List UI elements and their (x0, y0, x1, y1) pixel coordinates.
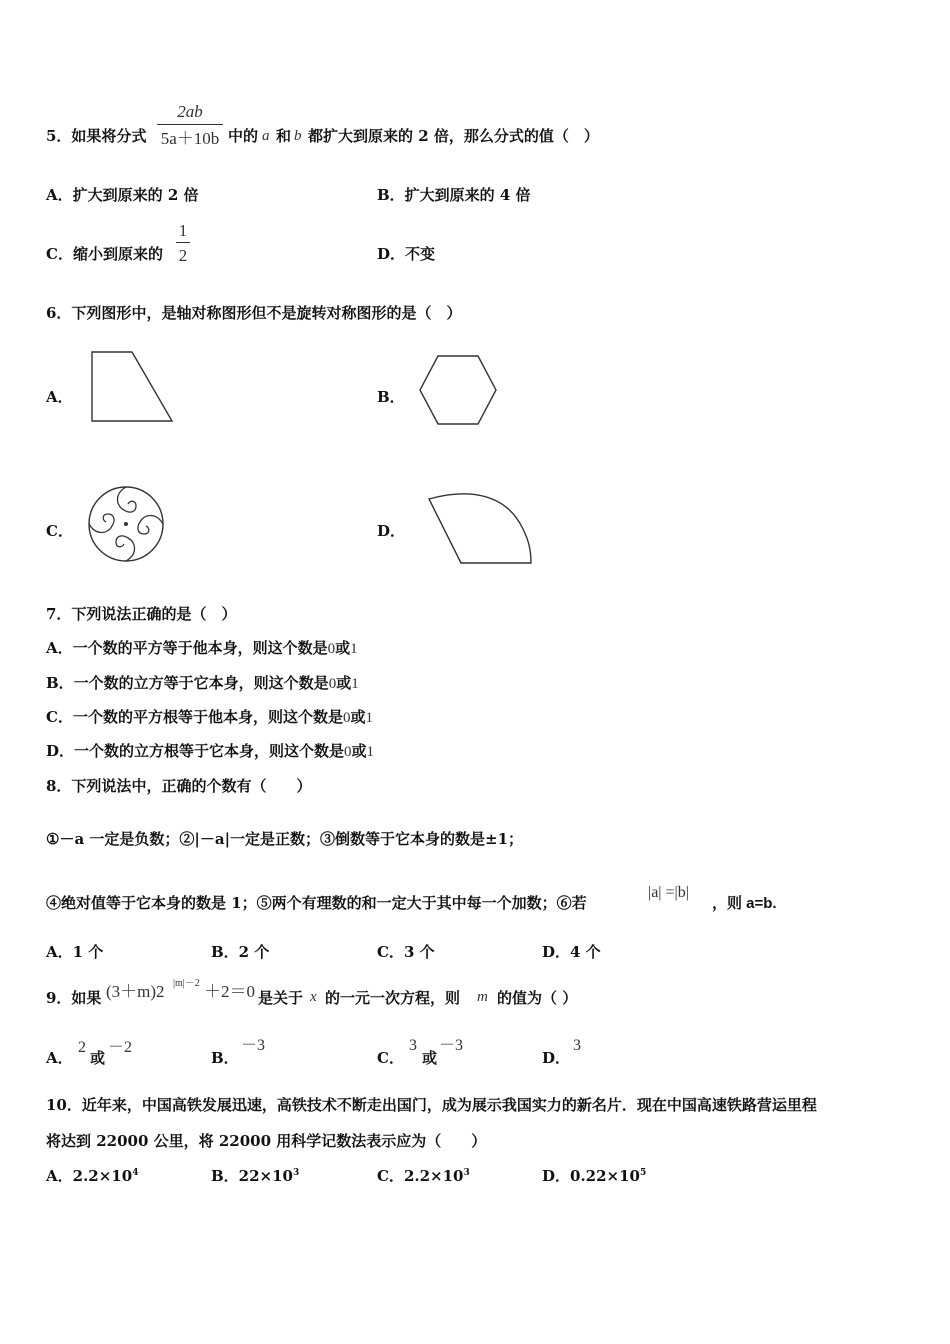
q9-stem-suffix: 的值为（ ） (497, 989, 578, 1007)
q9-option-b-value: －3 (241, 1037, 266, 1054)
q10-option-c-exponent: 3 (463, 1168, 470, 1178)
q8-stem: 8．下列说法中，正确的个数有（ ） (46, 777, 312, 795)
q6-option-c[interactable]: C． (46, 522, 73, 540)
one-value: 1 (350, 641, 358, 657)
q9-option-d-value: 3 (573, 1037, 581, 1054)
q9-option-a[interactable]: A． (46, 1049, 73, 1067)
q5-fraction (157, 103, 223, 147)
q10-option-d-base: D．0.22×10 (542, 1167, 640, 1185)
q9-stem-mid: 是关于 (258, 989, 304, 1007)
q9-stem-mid2: 的一元一次方程，则 (325, 989, 461, 1007)
q10-stem-line2: 将达到 22000 公里，将 22000 用科学记数法表示应为（ ） (46, 1132, 487, 1150)
q5-var-a: a (262, 128, 270, 144)
q10-option-c[interactable] (377, 1169, 470, 1184)
q7-option-d[interactable] (46, 744, 374, 760)
q5-option-d[interactable]: D．不变 (377, 245, 436, 263)
hexagon-figure (418, 354, 500, 428)
q7-option-d-text: D．一个数的立方根等于它本身，则这个数是 (46, 742, 345, 760)
q7-option-c-text: C．一个数的平方根等于他本身，则这个数是 (46, 708, 343, 726)
q10-option-d-exponent: 5 (639, 1168, 647, 1178)
zero-value: 0 (344, 744, 352, 760)
sector-figure (425, 489, 535, 567)
q7-option-c[interactable] (46, 710, 373, 726)
fraction-bar (176, 242, 190, 243)
q5-stem-mid1: 中的 (228, 127, 259, 145)
q9-option-a-value1: 2 (78, 1039, 86, 1056)
q10-option-a-exponent: 4 (132, 1168, 139, 1178)
q5-stem-prefix: 5．如果将分式 (46, 127, 147, 145)
q9-var-m: m (477, 989, 488, 1005)
one-value: 1 (351, 676, 359, 692)
q9-option-c-or: 或 (422, 1049, 438, 1067)
zero-value: 0 (328, 676, 337, 692)
q5-option-c[interactable]: C．缩小到原来的 (46, 245, 163, 263)
fraction-bar (157, 124, 223, 125)
q6-option-a[interactable]: A． (46, 388, 73, 406)
q9-option-c-value2: －3 (439, 1037, 464, 1054)
q10-option-a[interactable] (46, 1169, 138, 1184)
q8-option-c[interactable]: C．3 个 (377, 943, 435, 961)
q7-option-b[interactable] (46, 676, 359, 692)
q9-equation-tail: ＋2＝0 (204, 982, 255, 1001)
q9-option-a-or: 或 (90, 1049, 106, 1067)
q5-var-b: b (294, 128, 302, 144)
zero-value: 0 (327, 641, 336, 657)
q5-option-c-numerator: 1 (178, 221, 188, 240)
q10-option-c-base: C．2.2×10 (377, 1167, 464, 1185)
q5-fraction-numerator: 2ab (177, 102, 203, 121)
q5-stem-suffix: 都扩大到原来的 2 倍，那么分式的值（ ） (308, 127, 599, 145)
q5-option-c-denominator: 2 (178, 246, 188, 265)
q8-option-b[interactable]: B．2 个 (211, 943, 270, 961)
q10-option-b[interactable] (211, 1169, 299, 1184)
or-text: 或 (350, 708, 366, 726)
q6-stem: 6．下列图形中，是轴对称图形但不是旋转对称图形的是（ ） (46, 304, 462, 322)
q6-option-d[interactable]: D． (377, 522, 406, 540)
zero-value: 0 (342, 710, 351, 726)
q9-option-b[interactable]: B． (211, 1049, 239, 1067)
q9-option-a-value2: －2 (108, 1039, 133, 1056)
q5-stem-mid2: 和 (276, 127, 292, 145)
q5-option-c-fraction (176, 222, 190, 264)
q5-option-b[interactable]: B．扩大到原来的 4 倍 (377, 186, 531, 204)
q10-option-d[interactable] (542, 1169, 646, 1184)
q7-stem: 7．下列说法正确的是（ ） (46, 605, 237, 623)
q9-option-c-value1: 3 (409, 1037, 417, 1054)
pinwheel-circle-figure (86, 484, 166, 564)
one-value: 1 (365, 710, 373, 726)
q8-abs-equation: |a| =|b| (648, 884, 689, 901)
q7-option-a[interactable] (46, 641, 358, 657)
q10-option-a-base: A．2.2×10 (46, 1167, 133, 1185)
q8-option-d[interactable]: D．4 个 (542, 943, 601, 961)
q8-option-a[interactable]: A．1 个 (46, 943, 104, 961)
trapezoid-figure (88, 349, 178, 425)
q8-statements-line1: ①－a 一定是负数；②|－a|一定是正数；③倒数等于它本身的数是±1； (46, 830, 524, 848)
q10-option-b-exponent: 3 (293, 1168, 300, 1178)
q9-option-d[interactable]: D． (542, 1049, 571, 1067)
or-text: 或 (335, 639, 351, 657)
q8-statements-line2-prefix: ④绝对值等于它本身的数是 1；⑤两个有理数的和一定大于其中每一个加数；⑥若 (46, 894, 587, 912)
q9-equation-base: (3＋m)2 (106, 982, 165, 1001)
q7-option-b-text: B．一个数的立方等于它本身，则这个数是 (46, 674, 329, 692)
q8-statements-line2-suffix: ，则 a=b. (712, 895, 777, 912)
q6-option-b[interactable]: B． (377, 388, 405, 406)
q9-stem-prefix: 9．如果 (46, 989, 102, 1007)
or-text: 或 (351, 742, 367, 760)
q5-option-a[interactable]: A．扩大到原来的 2 倍 (46, 186, 199, 204)
q10-option-b-base: B．22×10 (211, 1167, 293, 1185)
or-text: 或 (336, 674, 352, 692)
q5-fraction-denominator: 5a＋10b (160, 129, 220, 148)
q7-option-a-text: A．一个数的平方等于他本身，则这个数是 (46, 639, 328, 657)
q9-option-c[interactable]: C． (377, 1049, 404, 1067)
q10-stem-line1: 10．近年来，中国高铁发展迅速，高铁技术不断走出国门，成为展示我国实力的新名片．现在中国高速铁路营运里程 (46, 1096, 817, 1114)
q9-equation-exponent: |m|－2 (173, 978, 200, 989)
q9-var-x: x (310, 989, 317, 1005)
one-value: 1 (366, 744, 375, 760)
